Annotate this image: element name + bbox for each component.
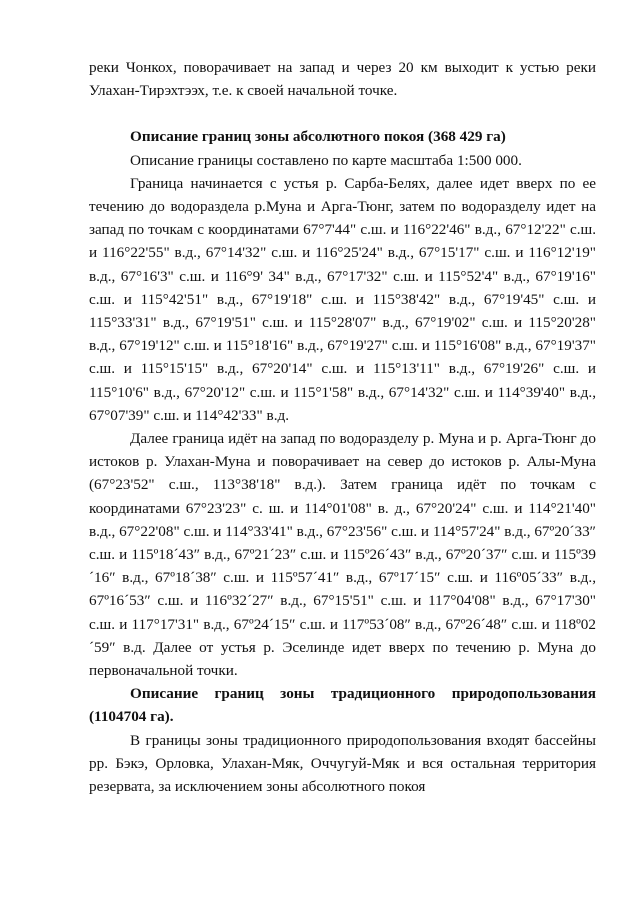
boundary-paragraph-2: Далее граница идёт на запад по водоразделу р. Муна и р. Арга-Тюнг до истоков р. Улахан-Муна и поворачивает на север до истоков р. Алы-Муна (67°23'52" с.ш., 113°38'18" в.д.). Затем граница идёт по точкам с координатами 67°23'23" с. ш. и 114°01'08" в. д., 67°20'24" с.ш. и 114°21'40" в.д., 67°22'08" с.ш. и 114°33'41" в.д., 67°23'56" с.ш. и 114°57'24" в.д., 67º20´33″ с.ш. и 115º18´43″ в.д., 67º21´23″ с.ш. и 115º26´43″ в.д., 67º20´37″ с.ш. и 115º39´16″ в.д., 67º18´38″ с.ш. и 115º57´41″ в.д., 67º17´15″ с.ш. и 116º05´33″ в.д., 67º16´53″ с.ш. и 116º32´27″ в.д., 67°15'51" с.ш. и 117°04'08" в.д., 67°17'30" с.ш. и 117°17'31" в.д., 67º24´15″ с.ш. и 117º53´08″ в.д., 67º26´48″ с.ш. и 118º02´59″ в.д. Далее от устья р. Эселинде идет вверх по течению р. Муна до первоначальной точки. [89, 430, 596, 680]
document-page [89, 56, 596, 798]
traditional-use-zone-heading: Описание границ зоны традиционного природопользования (1104704 га). [89, 685, 596, 726]
traditional-use-zone-paragraph: В границы зоны традиционного природопользования входят бассейны рр. Бэкэ, Орловка, Улахан-Мяк, Оччугуй-Мяк и вся остальная территория резервата, за исключением зоны абсолютного покоя [89, 731, 596, 796]
absolute-rest-zone-heading: Описание границ зоны абсолютного покоя (368 429 га) [130, 128, 506, 146]
scale-note: Описание границы составлено по карте масштаба 1:500 000. [130, 151, 522, 169]
intro-paragraph: реки Чонкох, поворачивает на запад и через 20 км выходит к устью реки Улахан-Тирэхтээх, т.е. к своей начальной точке. [89, 59, 596, 100]
boundary-paragraph-1: Граница начинается с устья р. Сарба-Белях, далее идет вверх по ее течению до водораздела р.Муна и Арга-Тюнг, затем по водоразделу идет на запад по точкам с координатами 67°7'44" с.ш. и 116°22'46" в.д., 67°12'22" с.ш. и 116°22'55" в.д., 67°14'32" с.ш. и 116°25'24" в.д., 67°15'17" с.ш. и 116°12'19" в.д., 67°16'3" с.ш. и 116°9' 34" в.д., 67°17'32" с.ш. и 115°52'4" в.д., 67°19'16" с.ш. и 115°42'51" в.д., 67°19'18" с.ш. и 115°38'42" в.д., 67°19'45" с.ш. и 115°33'31" в.д., 67°19'51" с.ш. и 115°28'07" в.д., 67°19'02" с.ш. и 115°20'28" в.д., 67°19'12" с.ш. и 115°18'16" в.д., 67°19'27" с.ш. и 115°16'08" в.д., 67°19'37" с.ш. и 115°15'15" в.д., 67°20'14" с.ш. и 115°13'11" в.д., 67°19'26" с.ш. и 115°10'6" в.д., 67°20'12" с.ш. и 115°1'58" в.д., 67°14'32" с.ш. и 114°39'40" в.д., 67°07'39" с.ш. и 114°42'33" в.д. [89, 174, 596, 424]
